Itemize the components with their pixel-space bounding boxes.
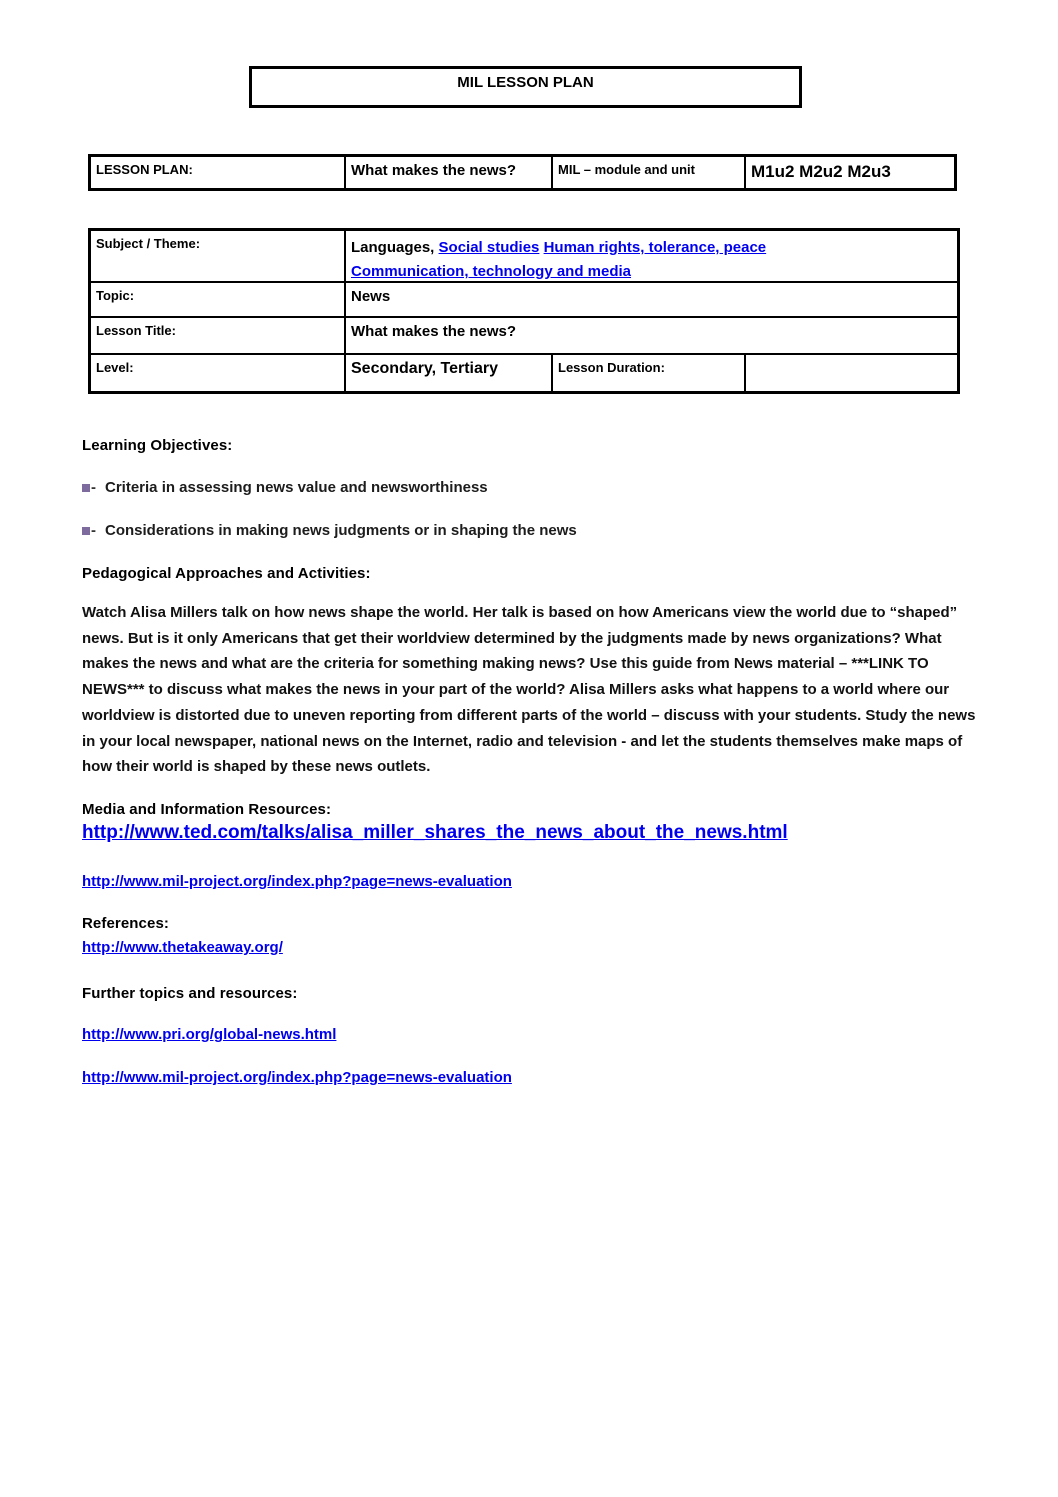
- table-row: [91, 353, 957, 391]
- mil-project-link[interactable]: http://www.mil-project.org/index.php?page=news-evaluation: [82, 873, 512, 890]
- subject-theme-label: Subject / Theme:: [96, 236, 201, 251]
- bullet-dash: -: [91, 479, 96, 496]
- lesson-plan-table: [88, 154, 957, 191]
- mil-project-link-2[interactable]: http://www.mil-project.org/index.php?page=news-evaluation: [82, 1069, 512, 1086]
- objective-text: Considerations in making news judgments or in shaping the news: [105, 522, 577, 539]
- lesson-plan-value: What makes the news?: [344, 157, 551, 188]
- topic-value: News: [344, 283, 957, 316]
- pedagogical-paragraph: Watch Alisa Millers talk on how news shape the world. Her talk is based on how Americans view the world due to “shaped” news. But is it only Americans that get their worldview determined by the judgments made by news organizations? What makes the news and what are the criteria for something making news? Use this guide from News material – ***LINK TO NEWS*** to discuss what makes the news in your part of the world? Alisa Millers asks what happens to a world where our worldview is distorted due to uneven reporting from different parts of the world – discuss with your students. Study the news in your local newspaper, national news on the Internet, radio and television - and let the students themselves make maps of how their world is shaped by these news outlets.: [82, 604, 976, 776]
- mil-module-value: M1u2 M2u2 M2u3: [744, 157, 954, 188]
- pri-global-news-link[interactable]: http://www.pri.org/global-news.html: [82, 1026, 337, 1043]
- level-value: Secondary, Tertiary: [344, 355, 551, 391]
- pedagogical-heading: Pedagogical Approaches and Activities:: [82, 565, 371, 582]
- further-topics-heading: Further topics and resources:: [82, 985, 298, 1002]
- topic-label: Topic:: [96, 288, 135, 303]
- subject-link-human-rights[interactable]: Human rights, tolerance, peace: [543, 239, 767, 256]
- lesson-title-value: What makes the news?: [344, 318, 957, 353]
- level-label: Level:: [96, 360, 134, 375]
- lesson-plan-label: LESSON PLAN:: [96, 162, 193, 177]
- document-title-box: [249, 66, 802, 108]
- lesson-details-table: [88, 228, 960, 394]
- document-title: MIL LESSON PLAN: [457, 74, 594, 91]
- subject-theme-value: [344, 231, 957, 281]
- table-row: [91, 316, 957, 353]
- table-row: [91, 281, 957, 316]
- subject-link-social-studies[interactable]: Social studies: [438, 239, 540, 256]
- table-row: [91, 231, 957, 281]
- lesson-duration-label: Lesson Duration:: [551, 355, 744, 391]
- list-item: [82, 522, 577, 539]
- list-item: [82, 479, 488, 496]
- table-row: [91, 157, 954, 188]
- learning-objectives-heading: Learning Objectives:: [82, 437, 233, 454]
- lesson-duration-value: [744, 355, 957, 391]
- media-resources-heading: Media and Information Resources:: [82, 801, 332, 818]
- mil-module-label: MIL – module and unit: [551, 157, 744, 188]
- bullet-dash: -: [91, 522, 96, 539]
- bullet-square-icon: [82, 527, 90, 535]
- objective-text: Criteria in assessing news value and newsworthiness: [105, 479, 488, 496]
- ted-talk-link[interactable]: http://www.ted.com/talks/alisa_miller_shares_the_news_about_the_news.html: [82, 822, 788, 843]
- references-heading: References:: [82, 915, 169, 932]
- bullet-square-icon: [82, 484, 90, 492]
- thetakeaway-link[interactable]: http://www.thetakeaway.org/: [82, 939, 283, 956]
- subject-link-communication[interactable]: Communication, technology and media: [351, 263, 632, 280]
- subject-plain-text: Languages,: [351, 239, 435, 256]
- lesson-title-label: Lesson Title:: [96, 323, 176, 338]
